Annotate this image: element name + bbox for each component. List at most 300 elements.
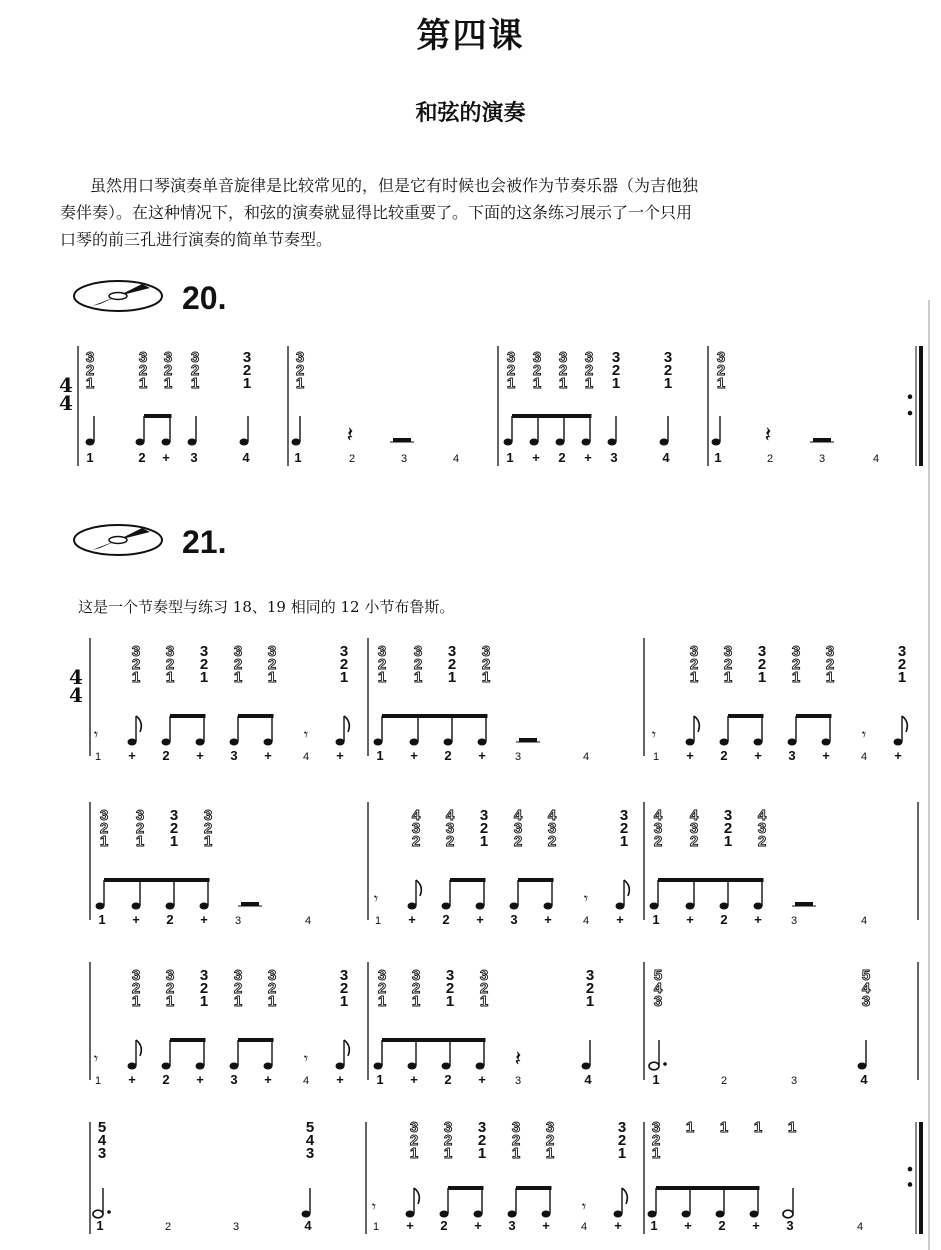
- eighth-rest: 𝄾: [93, 1049, 99, 1068]
- hole-number: 3: [897, 643, 907, 660]
- hole-number: 2: [165, 656, 175, 673]
- note-head: [614, 1211, 623, 1218]
- time-sig-bottom: 4: [59, 391, 73, 415]
- note-flag: [414, 1188, 419, 1204]
- hole-number: 3: [377, 967, 387, 984]
- eighth-rest: 𝄾: [371, 1197, 377, 1216]
- note-head: [822, 739, 831, 746]
- note-head: [754, 903, 763, 910]
- note-head: [264, 1063, 273, 1070]
- note-head: [476, 1063, 485, 1070]
- hole-number: 4: [513, 807, 523, 824]
- hole-number: 3: [558, 349, 568, 366]
- note-head: [162, 739, 171, 746]
- beat-count: +: [686, 912, 694, 926]
- quarter-rest: 𝄽: [346, 423, 354, 448]
- beat-count: +: [752, 1218, 760, 1233]
- beat-count: 1: [652, 1072, 660, 1086]
- hole-number: 2: [663, 362, 673, 379]
- beat-count: 3: [610, 450, 618, 465]
- hole-number: 3: [757, 643, 767, 660]
- hole-number: 2: [99, 820, 109, 837]
- beam: [144, 414, 172, 418]
- note-flag: [902, 716, 907, 732]
- hole-number: 2: [481, 656, 491, 673]
- hole-number: 1: [233, 993, 243, 1010]
- hole-number: 3: [716, 349, 726, 366]
- note-head: [162, 439, 171, 446]
- hole-number: 2: [190, 362, 200, 379]
- note-head: [608, 439, 617, 446]
- beat-count: 1: [650, 1218, 658, 1233]
- beat-count: +: [686, 748, 694, 762]
- hole-number: 3: [267, 967, 277, 984]
- hole-number: 2: [411, 833, 421, 850]
- hole-number: 2: [445, 980, 455, 997]
- hole-number: 2: [511, 1132, 521, 1149]
- note-flag: [622, 1188, 627, 1204]
- beat-count: 4: [580, 1221, 588, 1233]
- eighth-rest: 𝄾: [581, 1197, 587, 1216]
- beat-count: +: [336, 1072, 344, 1086]
- beat-count: +: [128, 748, 136, 762]
- beat-count: +: [406, 1218, 414, 1233]
- hole-number: 3: [190, 349, 200, 366]
- hole-number: 2: [558, 362, 568, 379]
- hole-number: 1: [163, 375, 173, 392]
- hole-number: 1: [506, 375, 516, 392]
- notation-ex20: [0, 340, 941, 470]
- hole-number: 3: [377, 643, 387, 660]
- beat-count: 1: [98, 912, 106, 926]
- beat-count: +: [754, 748, 762, 762]
- beat-count: 2: [442, 912, 450, 926]
- hole-number: 3: [791, 643, 801, 660]
- beat-count: 1: [96, 1218, 104, 1233]
- hole-number: 3: [547, 820, 557, 837]
- hole-number: 2: [619, 820, 629, 837]
- beam: [516, 1186, 552, 1190]
- beat-count: +: [162, 450, 170, 465]
- notation-line-1: [0, 632, 941, 762]
- hole-number: 1: [85, 375, 95, 392]
- note-head: [374, 1063, 383, 1070]
- beat-count: +: [532, 450, 540, 465]
- beat-count: 1: [506, 450, 514, 465]
- beat-count: 3: [788, 748, 796, 762]
- half-note: [783, 1210, 793, 1218]
- beat-count: +: [542, 1218, 550, 1233]
- hole-number: 3: [165, 643, 175, 660]
- hole-number: 3: [411, 820, 421, 837]
- hole-number: 1: [131, 993, 141, 1010]
- beat-count: +: [584, 450, 592, 465]
- note-head: [374, 739, 383, 746]
- note-head: [716, 1211, 725, 1218]
- repeat-dot: [908, 394, 913, 399]
- beam: [658, 878, 764, 882]
- hole-number: 2: [377, 656, 387, 673]
- hole-number: 2: [545, 1132, 555, 1149]
- beat-count: 1: [294, 450, 302, 465]
- beat-count: 3: [230, 748, 238, 762]
- hole-number: 3: [825, 643, 835, 660]
- hole-number: 1: [135, 833, 145, 850]
- beam: [450, 878, 486, 882]
- hole-number: 3: [511, 1119, 521, 1136]
- hole-number: 2: [506, 362, 516, 379]
- hole-number: 2: [169, 820, 179, 837]
- hole-number: 3: [131, 643, 141, 660]
- hole-number: 1: [267, 993, 277, 1010]
- hole-number: 1: [413, 669, 423, 686]
- hole-number: 1: [716, 375, 726, 392]
- hole-number: 3: [233, 643, 243, 660]
- note-head: [750, 1211, 759, 1218]
- hole-number: 3: [165, 967, 175, 984]
- hole-number: 3: [131, 967, 141, 984]
- hole-number: 1: [545, 1145, 555, 1162]
- beat-count: 2: [558, 450, 566, 465]
- hole-number: 1: [479, 833, 489, 850]
- note-head: [720, 739, 729, 746]
- beat-count: +: [614, 1218, 622, 1233]
- hole-number: 1: [242, 375, 252, 392]
- hole-number: 4: [547, 807, 557, 824]
- half-rest: [795, 902, 813, 906]
- hole-number: 2: [267, 980, 277, 997]
- hole-number: 2: [233, 656, 243, 673]
- hole-number: 3: [611, 349, 621, 366]
- beat-count: +: [822, 748, 830, 762]
- hole-number: 1: [617, 1145, 627, 1162]
- beat-count: 1: [714, 450, 722, 465]
- beat-count: 3: [400, 453, 408, 465]
- eighth-rest: 𝄾: [861, 725, 867, 744]
- hole-number: 1: [719, 1119, 729, 1136]
- beat-count: +: [200, 912, 208, 926]
- hole-number: 3: [305, 1145, 315, 1162]
- hole-number: 3: [443, 1119, 453, 1136]
- hole-number: 1: [409, 1145, 419, 1162]
- beat-count: +: [132, 912, 140, 926]
- beat-count: 1: [652, 751, 660, 762]
- dot: [107, 1210, 111, 1214]
- note-head: [478, 739, 487, 746]
- note-head: [510, 903, 519, 910]
- beat-count: +: [476, 912, 484, 926]
- hole-number: 4: [653, 807, 663, 824]
- hole-number: 1: [138, 375, 148, 392]
- hole-number: 1: [477, 1145, 487, 1162]
- hole-number: 1: [825, 669, 835, 686]
- hole-number: 2: [757, 833, 767, 850]
- beat-count: 2: [348, 453, 356, 465]
- hole-number: 2: [443, 1132, 453, 1149]
- beat-count: 4: [860, 751, 868, 762]
- note-head: [582, 439, 591, 446]
- hole-number: 3: [169, 807, 179, 824]
- beat-count: 4: [582, 751, 590, 762]
- hole-number: 3: [619, 807, 629, 824]
- beat-count: 4: [856, 1221, 864, 1233]
- note-head: [410, 739, 419, 746]
- hole-number: 2: [532, 362, 542, 379]
- hole-number: 1: [295, 375, 305, 392]
- note-flag: [694, 716, 699, 732]
- hole-number: 5: [861, 967, 871, 984]
- hole-number: 3: [689, 643, 699, 660]
- hole-number: 1: [558, 375, 568, 392]
- note-head: [754, 739, 763, 746]
- hole-number: 2: [199, 980, 209, 997]
- note-head: [788, 739, 797, 746]
- hole-number: 2: [163, 362, 173, 379]
- hole-number: 3: [203, 807, 213, 824]
- hole-number: 2: [203, 820, 213, 837]
- note-head: [292, 439, 301, 446]
- beat-count: 2: [166, 912, 174, 926]
- hole-number: 3: [242, 349, 252, 366]
- hole-number: 4: [757, 807, 767, 824]
- hole-number: 1: [689, 669, 699, 686]
- hole-number: 3: [409, 1119, 419, 1136]
- note-head: [166, 903, 175, 910]
- hole-number: 1: [339, 669, 349, 686]
- dot: [663, 1062, 667, 1066]
- hole-number: 2: [131, 656, 141, 673]
- exercise-20-header: [70, 276, 370, 322]
- beat-count: 3: [818, 453, 826, 465]
- beat-count: 3: [786, 1218, 794, 1233]
- beat-count: 4: [872, 453, 880, 465]
- hole-number: 4: [411, 807, 421, 824]
- note-head: [542, 1211, 551, 1218]
- beat-count: 3: [514, 751, 522, 762]
- note-head: [508, 1211, 517, 1218]
- hole-number: 4: [861, 980, 871, 997]
- note-head: [442, 1063, 451, 1070]
- note-head: [240, 439, 249, 446]
- hole-number: 3: [513, 820, 523, 837]
- hole-number: 2: [611, 362, 621, 379]
- beat-count: 2: [162, 748, 170, 762]
- cd-icon: [70, 520, 170, 560]
- beat-count: +: [264, 1072, 272, 1086]
- note-flag: [416, 880, 421, 896]
- half-note: [93, 1210, 103, 1218]
- note-head: [686, 739, 695, 746]
- note-head: [408, 903, 417, 910]
- eighth-rest: 𝄾: [303, 1049, 309, 1068]
- hole-number: 1: [757, 669, 767, 686]
- hole-number: 3: [479, 967, 489, 984]
- beat-count: 1: [86, 450, 94, 465]
- beat-count: +: [410, 748, 418, 762]
- hole-number: 2: [825, 656, 835, 673]
- hole-number: 2: [165, 980, 175, 997]
- hole-number: 3: [532, 349, 542, 366]
- hole-number: 4: [689, 807, 699, 824]
- hole-number: 2: [138, 362, 148, 379]
- exercise-21-header: [70, 520, 370, 566]
- note-head: [686, 903, 695, 910]
- note-head: [660, 439, 669, 446]
- exercise-21-caption: 这是一个节奏型与练习 18、19 相同的 12 小节布鲁斯。: [78, 598, 455, 616]
- note-head: [230, 1063, 239, 1070]
- eighth-rest: 𝄾: [583, 889, 589, 908]
- beat-count: 2: [720, 748, 728, 762]
- note-head: [336, 1063, 345, 1070]
- hole-number: 2: [585, 980, 595, 997]
- hole-number: 2: [295, 362, 305, 379]
- hole-number: 3: [506, 349, 516, 366]
- hole-number: 3: [138, 349, 148, 366]
- hole-number: 1: [651, 1145, 661, 1162]
- note-head: [408, 1063, 417, 1070]
- hole-number: 3: [617, 1119, 627, 1136]
- beat-count: 4: [584, 1072, 592, 1086]
- beam: [238, 714, 274, 718]
- beam: [170, 1038, 206, 1042]
- hole-number: 2: [651, 1132, 661, 1149]
- hole-number: 3: [723, 807, 733, 824]
- beam: [382, 1038, 486, 1042]
- note-head: [444, 739, 453, 746]
- hole-number: 2: [339, 656, 349, 673]
- hole-number: 1: [663, 375, 673, 392]
- hole-number: 2: [723, 820, 733, 837]
- hole-number: 2: [513, 833, 523, 850]
- beam: [656, 1186, 760, 1190]
- note-flag: [344, 716, 349, 732]
- note-head: [128, 1063, 137, 1070]
- hole-number: 2: [479, 820, 489, 837]
- beat-count: 4: [662, 450, 670, 465]
- hole-number: 3: [477, 1119, 487, 1136]
- note-head: [96, 903, 105, 910]
- hole-number: 1: [131, 669, 141, 686]
- hole-number: 3: [295, 349, 305, 366]
- note-head: [476, 903, 485, 910]
- hole-number: 4: [97, 1132, 107, 1149]
- note-head: [582, 1063, 591, 1070]
- hole-number: 1: [619, 833, 629, 850]
- beat-count: +: [264, 748, 272, 762]
- beat-count: 4: [304, 915, 312, 926]
- note-head: [162, 1063, 171, 1070]
- beam: [728, 714, 764, 718]
- note-head: [302, 1211, 311, 1218]
- hole-number: 3: [233, 967, 243, 984]
- beat-count: +: [408, 912, 416, 926]
- hole-number: 2: [723, 656, 733, 673]
- beam: [104, 878, 210, 882]
- quarter-rest: 𝄽: [764, 423, 772, 448]
- intro-line-3: 口琴的前三孔进行演奏的简单节奏型。: [60, 230, 333, 249]
- hole-number: 3: [861, 993, 871, 1010]
- hole-number: 4: [653, 980, 663, 997]
- beat-count: 3: [190, 450, 198, 465]
- beat-count: +: [196, 748, 204, 762]
- hole-number: 1: [585, 993, 595, 1010]
- beat-count: 3: [514, 1075, 522, 1086]
- hole-number: 1: [791, 669, 801, 686]
- hole-number: 2: [757, 656, 767, 673]
- note-head: [894, 739, 903, 746]
- beat-count: +: [196, 1072, 204, 1086]
- beat-count: +: [684, 1218, 692, 1233]
- beat-count: 1: [376, 1072, 384, 1086]
- hole-number: 1: [377, 993, 387, 1010]
- beat-count: 3: [234, 915, 242, 926]
- note-head: [440, 1211, 449, 1218]
- intro-line-2: 奏伴奏）。在这种情况下，和弦的演奏就显得比较重要了。下面的这条练习展示了一个只用: [60, 203, 693, 222]
- beat-count: 3: [232, 1221, 240, 1233]
- hole-number: 3: [651, 1119, 661, 1136]
- intro-paragraph: [60, 172, 840, 253]
- final-bar: [919, 346, 923, 466]
- beat-count: +: [478, 748, 486, 762]
- hole-number: 3: [723, 643, 733, 660]
- hole-number: 2: [547, 833, 557, 850]
- note-head: [200, 903, 209, 910]
- beat-count: 4: [582, 915, 590, 926]
- hole-number: 3: [85, 349, 95, 366]
- hole-number: 2: [413, 656, 423, 673]
- hole-number: 3: [97, 1145, 107, 1162]
- hole-number: 3: [163, 349, 173, 366]
- beat-count: 4: [242, 450, 250, 465]
- note-flag: [136, 1040, 141, 1056]
- hole-number: 3: [413, 643, 423, 660]
- beam: [170, 714, 206, 718]
- beat-count: +: [544, 912, 552, 926]
- hole-number: 2: [377, 980, 387, 997]
- half-rest: [241, 902, 259, 906]
- exercise-21-label: 21.: [182, 524, 227, 560]
- beat-count: 1: [372, 1221, 380, 1233]
- hole-number: 2: [445, 833, 455, 850]
- hole-number: 2: [409, 1132, 419, 1149]
- hole-number: 3: [584, 349, 594, 366]
- hole-number: 1: [199, 669, 209, 686]
- exercise-20-label: 20.: [182, 280, 227, 316]
- time-sig-top: 4: [69, 665, 83, 689]
- hole-number: 1: [233, 669, 243, 686]
- hole-number: 1: [447, 669, 457, 686]
- beam: [796, 714, 832, 718]
- beat-count: 4: [860, 915, 868, 926]
- beat-count: 2: [440, 1218, 448, 1233]
- hole-number: 1: [753, 1119, 763, 1136]
- eighth-rest: 𝄾: [303, 725, 309, 744]
- beat-count: 3: [508, 1218, 516, 1233]
- beat-count: 1: [376, 748, 384, 762]
- note-head: [128, 739, 137, 746]
- hole-number: 1: [377, 669, 387, 686]
- note-head: [86, 439, 95, 446]
- note-head: [406, 1211, 415, 1218]
- final-bar: [919, 1122, 923, 1234]
- note-head: [136, 439, 145, 446]
- beat-count: 2: [720, 1075, 728, 1086]
- note-head: [858, 1063, 867, 1070]
- hole-number: 1: [199, 993, 209, 1010]
- note-head: [188, 439, 197, 446]
- hole-number: 3: [585, 967, 595, 984]
- hole-number: 2: [477, 1132, 487, 1149]
